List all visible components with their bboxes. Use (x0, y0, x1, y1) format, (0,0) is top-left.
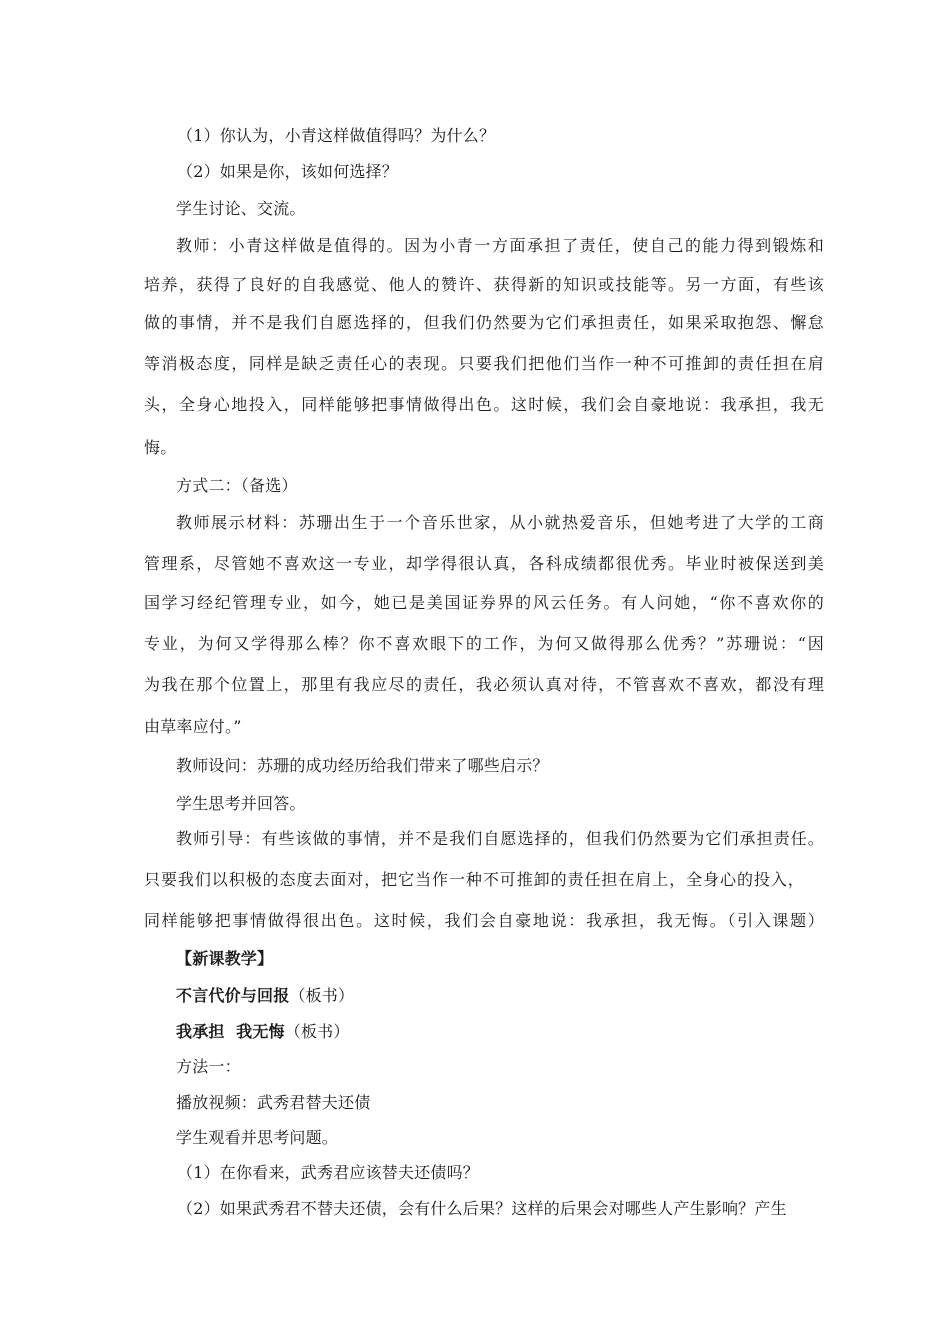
guide-paragraph-line: 只要我们以积极的态度去面对，把它当作一种不可推卸的责任担在肩上，全身心的投入， (144, 870, 804, 889)
material-paragraph-line: 管理系，尽管她不喜欢这一专业，却学得很认真，各科成绩都很优秀。毕业时被保送到美 (144, 554, 824, 573)
material-paragraph-line: 教师展示材料：苏珊出生于一个音乐世家，从小就热爱音乐，但她考进了大学的工商 (176, 513, 824, 532)
method-1-label: 方法一： (176, 1057, 241, 1076)
section-heading: 【新课教学】 (176, 949, 274, 968)
material-paragraph-line: 专业，为何又学得那么棒？你不喜欢眼下的工作，为何又做得那么优秀？”苏珊说：“因 (144, 634, 824, 653)
material-paragraph-line: 由草率应付。” (144, 717, 242, 736)
question-1: （1）你认为，小青这样做值得吗？为什么？ (177, 126, 496, 145)
video-line: 播放视频：武秀君替夫还债 (176, 1093, 371, 1112)
teacher-paragraph-line: 悔。 (144, 438, 177, 457)
material-paragraph-line: 为我在那个位置上，那里有我应尽的责任，我必须认真对待，不管喜欢不喜欢，都没有理 (144, 675, 824, 694)
topic-2-title: 我承担 我无悔 (176, 1022, 285, 1041)
material-paragraph-line: 国学习经纪管理专业，如今，她已是美国证券界的风云任务。有人问她，“你不喜欢你的 (144, 593, 824, 612)
teacher-paragraph-line: 做的事情，并不是我们自愿选择的，但我们仍然要为它们承担责任，如果采取抱怨、懈怠 (144, 313, 824, 332)
question-3: （1）在你看来，武秀君应该替夫还债吗？ (177, 1163, 479, 1182)
teacher-paragraph-line: 头，全身心地投入，同样能够把事情做得出色。这时候，我们会自豪地说：我承担，我无 (144, 395, 824, 414)
guide-paragraph-line: 同样能够把事情做得很出色。这时候，我们会自豪地说：我承担，我无悔。（引入课题） (144, 911, 824, 930)
watch-line: 学生观看并思考问题。 (176, 1128, 339, 1147)
topic-1-title: 不言代价与回报 (176, 986, 290, 1005)
teacher-question: 教师设问：苏珊的成功经历给我们带来了哪些启示？ (176, 756, 549, 775)
question-2: （2）如果是你，该如何选择？ (177, 162, 398, 181)
teacher-paragraph-line: 等消极态度，同样是缺乏责任心的表现。只要我们把他们当作一种不可推卸的责任担在肩 (144, 354, 824, 373)
student-discussion: 学生讨论、交流。 (176, 199, 306, 218)
topic-1-note: （板书） (289, 986, 355, 1005)
topic-1 (176, 985, 824, 1007)
topic-2-note: （板书） (284, 1022, 350, 1041)
topic-2 (176, 1021, 824, 1043)
teacher-paragraph-line: 培养，获得了良好的自我感觉、他人的赞许、获得新的知识或技能等。另一方面，有些该 (144, 275, 824, 294)
teacher-paragraph-line: 教师：小青这样做是值得的。因为小青一方面承担了责任，使自己的能力得到锻炼和 (176, 236, 824, 255)
student-answer: 学生思考并回答。 (176, 794, 306, 813)
guide-paragraph-line: 教师引导：有些该做的事情，并不是我们自愿选择的，但我们仍然要为它们承担责任。 (176, 829, 824, 848)
method-2-label: 方式二：（备选） (176, 476, 298, 495)
question-4: （2）如果武秀君不替夫还债，会有什么后果？这样的后果会对哪些人产生影响？产生 (177, 1199, 787, 1218)
